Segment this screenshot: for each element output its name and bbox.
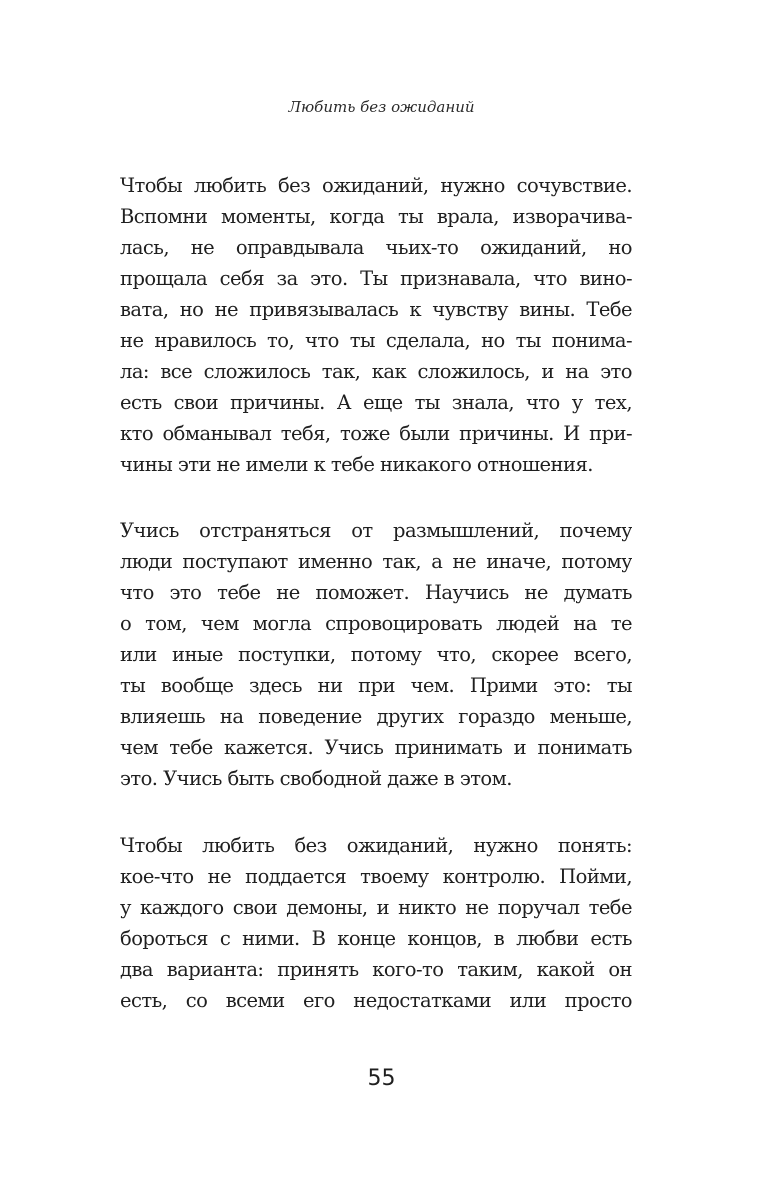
text-line: кое-что не поддается твоему контролю. Пойми, <box>120 865 632 888</box>
paragraph-2 <box>120 515 632 794</box>
text-line: у каждого свои демоны, и никто не поручал тебе <box>120 896 632 919</box>
text-line: есть свои причины. А еще ты знала, что у тех, <box>120 391 632 414</box>
text-line: есть, со всеми его недостатками или просто <box>120 989 632 1012</box>
text-line: Чтобы любить без ожиданий, нужно сочувствие. <box>120 174 632 197</box>
text-line: бороться с ними. В конце концов, в любви есть <box>120 927 632 950</box>
text-line: Чтобы любить без ожиданий, нужно понять: <box>120 834 632 857</box>
paragraph-1 <box>120 170 632 480</box>
text-line: о том, чем могла спровоцировать людей на те <box>120 612 632 635</box>
text-line: ла: все сложилось так, как сложилось, и на это <box>120 360 632 383</box>
text-line: не нравилось то, что ты сделала, но ты понима- <box>120 329 632 352</box>
text-line: что это тебе не поможет. Научись не думать <box>120 581 632 604</box>
text-line: это. Учись быть свободной даже в этом. <box>120 767 512 790</box>
text-line: вата, но не привязывалась к чувству вины. Тебе <box>120 298 632 321</box>
paragraph-3 <box>120 830 632 1016</box>
text-line: Учись отстраняться от размышлений, почему <box>120 519 632 542</box>
page-number: 55 <box>367 1066 396 1091</box>
text-line: два варианта: принять кого-то таким, какой он <box>120 958 632 981</box>
text-line: ты вообще здесь ни при чем. Прими это: ты <box>120 674 632 697</box>
text-line: чем тебе кажется. Учись принимать и понимать <box>120 736 632 759</box>
running-head: Любить без ожиданий <box>288 98 475 116</box>
text-line: Вспомни моменты, когда ты врала, изворачива- <box>120 205 632 228</box>
text-line: люди поступают именно так, а не иначе, потому <box>120 550 632 573</box>
text-line: прощала себя за это. Ты признавала, что вино- <box>120 267 632 290</box>
text-line: кто обманывал тебя, тоже были причины. И при- <box>120 422 632 445</box>
text-line: влияешь на поведение других гораздо меньше, <box>120 705 632 728</box>
text-line: чины эти не имели к тебе никакого отношения. <box>120 453 593 476</box>
text-line: лась, не оправдывала чьих-то ожиданий, но <box>120 236 632 259</box>
text-line: или иные поступки, потому что, скорее всего, <box>120 643 632 666</box>
